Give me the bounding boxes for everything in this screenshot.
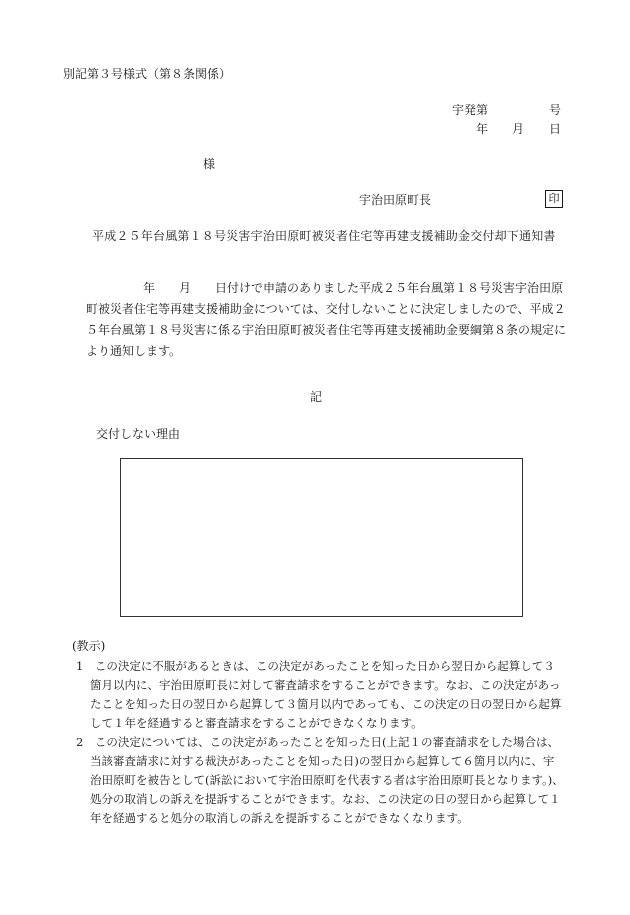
addressee-suffix: 様 — [203, 157, 216, 171]
document-number-prefix: 宇発第 — [452, 103, 489, 117]
note-item-2-line: 処分の取消しの訴えを提訴することができます。なお、この決定の日の翌日から起算して１ — [90, 792, 561, 806]
date-year-label: 年 — [476, 122, 489, 136]
body-line: より通知します。 — [86, 344, 182, 358]
note-item-2-line: 治田原町を被告として(訴訟において宇治田原町を代表する者は宇治田原町長となります。)、 — [90, 773, 564, 787]
body-line: 町被災者住宅等再建支援補助金については、交付しないことに決定しましたので、平成２ — [86, 302, 566, 316]
reason-box — [120, 458, 523, 617]
note-item-1-line: 1 この決定に不服があるときは、この決定があったことを知った日から翌日から起算して３ — [76, 659, 555, 673]
notes-heading: (教示) — [72, 639, 106, 653]
ki-heading: 記 — [310, 390, 323, 404]
note-item-1-line: 箇月以内に、宇治田原町長に対して審査請求をすることができます。なお、この決定があっ — [90, 678, 561, 692]
body-line: 年 月 日付けで申請のありました平成２５年台風第１８号災害宇治田原 — [143, 281, 564, 295]
note-item-1-line: して１年を経過すると審査請求をすることができなくなります。 — [90, 716, 423, 730]
note-item-1-line: たことを知った日の翌日から起算して３箇月以内であっても、この決定の日の翌日から起算 — [90, 697, 562, 711]
seal-mark: 印 — [545, 190, 563, 208]
document-title: 平成２５年台風第１８号災害宇治田原町被災者住宅等再建支援補助金交付却下通知書 — [92, 229, 556, 243]
form-label: 別記第３号様式（第８条関係） — [63, 67, 232, 81]
note-item-2-line: 年を経過すると処分の取消しの訴えを提訴することができなくなります。 — [90, 811, 469, 825]
document-number-suffix: 号 — [549, 103, 562, 117]
date-day-label: 日 — [549, 122, 562, 136]
note-item-2-line: 当該審査請求に対する裁決があったことを知った日)の翌日から起算して６箇月以内に、宇 — [90, 754, 555, 768]
issuer-name: 宇治田原町長 — [359, 193, 432, 207]
note-item-2-line: 2 この決定については、この決定があったことを知った日(上記１の審査請求をした場合は、 — [76, 735, 559, 749]
body-line: ５年台風第１８号災害に係る宇治田原町被災者住宅等再建支援補助金要綱第８条の規定に — [86, 323, 567, 337]
reason-label: 交付しない理由 — [96, 427, 181, 441]
date-month-label: 月 — [512, 122, 525, 136]
